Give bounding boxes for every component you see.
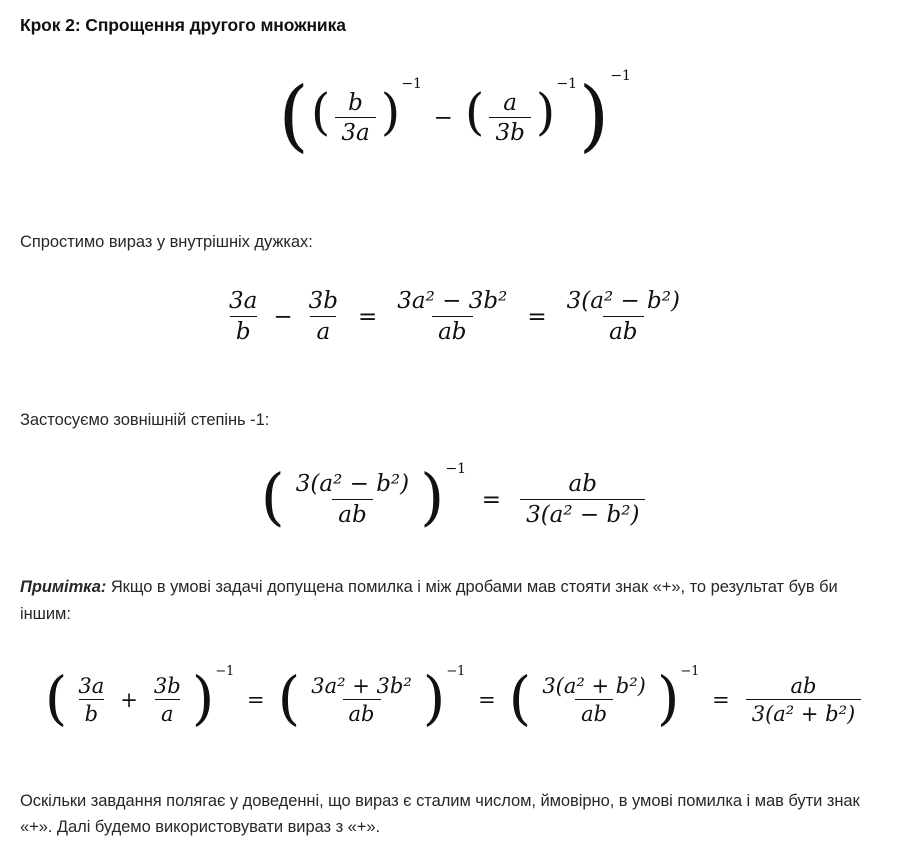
fraction-ab-over-factored xyxy=(520,472,645,528)
fraction-numerator: b xyxy=(348,89,363,116)
fraction-b-over-3a xyxy=(335,91,375,147)
paren-open-icon: ( xyxy=(464,82,485,141)
fraction-numerator: 3(a² − b²) xyxy=(566,288,680,315)
paren-close-icon: ) xyxy=(535,82,556,141)
fraction-factored-sum-over-ab xyxy=(536,675,652,727)
fraction-denominator: 3b xyxy=(489,117,530,146)
term-2-fraction-wrap xyxy=(484,91,535,147)
operator-equals: = xyxy=(478,688,496,713)
fraction-numerator: 3a² − 3b² xyxy=(397,288,508,315)
paren-open-icon: ( xyxy=(277,664,301,733)
fraction-expanded-sum-over-ab xyxy=(305,675,417,727)
fraction-3a-over-b xyxy=(72,675,110,727)
equation-1-math xyxy=(278,67,631,161)
fraction-numerator: 3b xyxy=(308,288,339,315)
paren-close-icon: ) xyxy=(191,664,215,733)
equation-apply-outer-power xyxy=(20,460,889,540)
eq4-group1-paren xyxy=(44,664,215,733)
fraction-numerator: a xyxy=(503,89,517,116)
eq4-group2-exponent: −1 xyxy=(446,663,466,679)
equation-4-math xyxy=(44,663,864,733)
paragraph-outer-power: Застосуємо зовнішній степінь -1: xyxy=(20,411,270,430)
outer-paren-contents xyxy=(309,75,579,154)
fraction-a-over-3b xyxy=(489,91,530,147)
equation-plus-variant xyxy=(20,658,889,744)
operator-equals: = xyxy=(712,688,730,713)
term-1-fraction-wrap xyxy=(330,91,380,147)
paren-close-icon: ) xyxy=(380,82,401,141)
paragraph-conclusion: Оскільки завдання полягає у доведенні, що вираз є сталим числом, ймовірно, в умові помилка і мав бути знак «+». Далі будемо використовувати вираз з «+». xyxy=(20,791,860,837)
fraction-numerator: 3a xyxy=(229,288,258,315)
fraction-numerator: 3b xyxy=(153,673,181,698)
paren-open-icon: ( xyxy=(278,70,309,161)
operator-equals: = xyxy=(527,303,547,330)
fraction-numerator: 3a xyxy=(78,673,105,698)
paren-open-icon: ( xyxy=(260,460,285,534)
fraction-denominator: b xyxy=(230,316,257,345)
eq4-group3-paren xyxy=(508,664,680,733)
fraction-numerator: 3a² + 3b² xyxy=(311,673,412,698)
paren-close-icon: ) xyxy=(656,664,680,733)
operator-plus: + xyxy=(120,688,138,713)
term-2-paren-group xyxy=(464,82,556,147)
paren-open-icon: ( xyxy=(44,664,68,733)
equation-inner-simplification xyxy=(20,283,889,351)
fraction-denominator: a xyxy=(155,699,180,726)
eq4-group3-contents xyxy=(531,674,657,727)
paren-open-icon: ( xyxy=(310,82,331,141)
operator-equals: = xyxy=(481,486,502,513)
equation-2-math xyxy=(220,289,689,345)
fraction-denominator: ab xyxy=(332,499,372,528)
equation-3-math xyxy=(260,460,649,534)
eq4-group1-exponent: −1 xyxy=(215,663,235,679)
fraction-factored-difference xyxy=(561,289,686,345)
outer-paren-group xyxy=(278,70,610,161)
paragraph-note xyxy=(20,574,889,627)
fraction-denominator: ab xyxy=(575,699,613,726)
eq3-exponent: −1 xyxy=(445,461,466,478)
term-2-exponent: −1 xyxy=(556,75,577,92)
paragraph-inner-brackets: Спростимо вираз у внутрішніх дужках: xyxy=(20,232,313,251)
fraction-denominator: ab xyxy=(603,316,643,345)
eq4-group2-paren xyxy=(277,664,446,733)
operator-minus: − xyxy=(433,105,453,132)
fraction-denominator: ab xyxy=(432,316,472,345)
fraction-3a-over-b xyxy=(223,289,263,345)
operator-minus: − xyxy=(273,303,293,330)
note-label: Примітка: xyxy=(20,578,107,597)
operator-equals: = xyxy=(247,688,265,713)
eq3-paren-group xyxy=(260,460,445,534)
fraction-denominator: a xyxy=(310,316,336,345)
paren-close-icon: ) xyxy=(422,664,446,733)
paren-close-icon: ) xyxy=(420,460,445,534)
eq4-group1-contents xyxy=(67,674,191,727)
fraction-3b-over-a xyxy=(148,675,187,727)
note-text: Якщо в умові задачі допущена помилка і між дробами мав стояти знак «+», то результат був би іншим: xyxy=(20,578,838,623)
fraction-numerator: ab xyxy=(790,673,817,698)
fraction-3b-over-a xyxy=(303,289,344,345)
fraction-denominator: b xyxy=(79,699,104,726)
paren-close-icon: ) xyxy=(578,70,610,161)
eq4-group2-contents xyxy=(300,674,422,727)
fraction-numerator: 3(a² − b²) xyxy=(295,471,410,498)
fraction-denominator: 3(a² + b²) xyxy=(746,699,862,726)
fraction-ab-over-factored-sum xyxy=(746,675,862,727)
fraction-denominator: 3a xyxy=(335,117,375,146)
fraction-numerator: ab xyxy=(568,471,597,498)
fraction-factored-over-ab xyxy=(290,472,415,528)
eq3-fraction-wrap xyxy=(285,472,420,528)
paren-open-icon: ( xyxy=(508,664,532,733)
fraction-expanded-difference xyxy=(391,289,513,345)
term-1-exponent: −1 xyxy=(401,75,422,92)
equation-second-factor xyxy=(20,67,889,161)
outer-exponent: −1 xyxy=(610,67,631,84)
operator-equals: = xyxy=(358,303,378,330)
fraction-denominator: 3(a² − b²) xyxy=(520,499,645,528)
page-title: Крок 2: Спрощення другого множника xyxy=(20,15,346,35)
fraction-denominator: ab xyxy=(343,699,381,726)
eq4-group3-exponent: −1 xyxy=(680,663,700,679)
fraction-numerator: 3(a² + b²) xyxy=(542,673,646,698)
term-1-paren-group xyxy=(310,82,401,147)
